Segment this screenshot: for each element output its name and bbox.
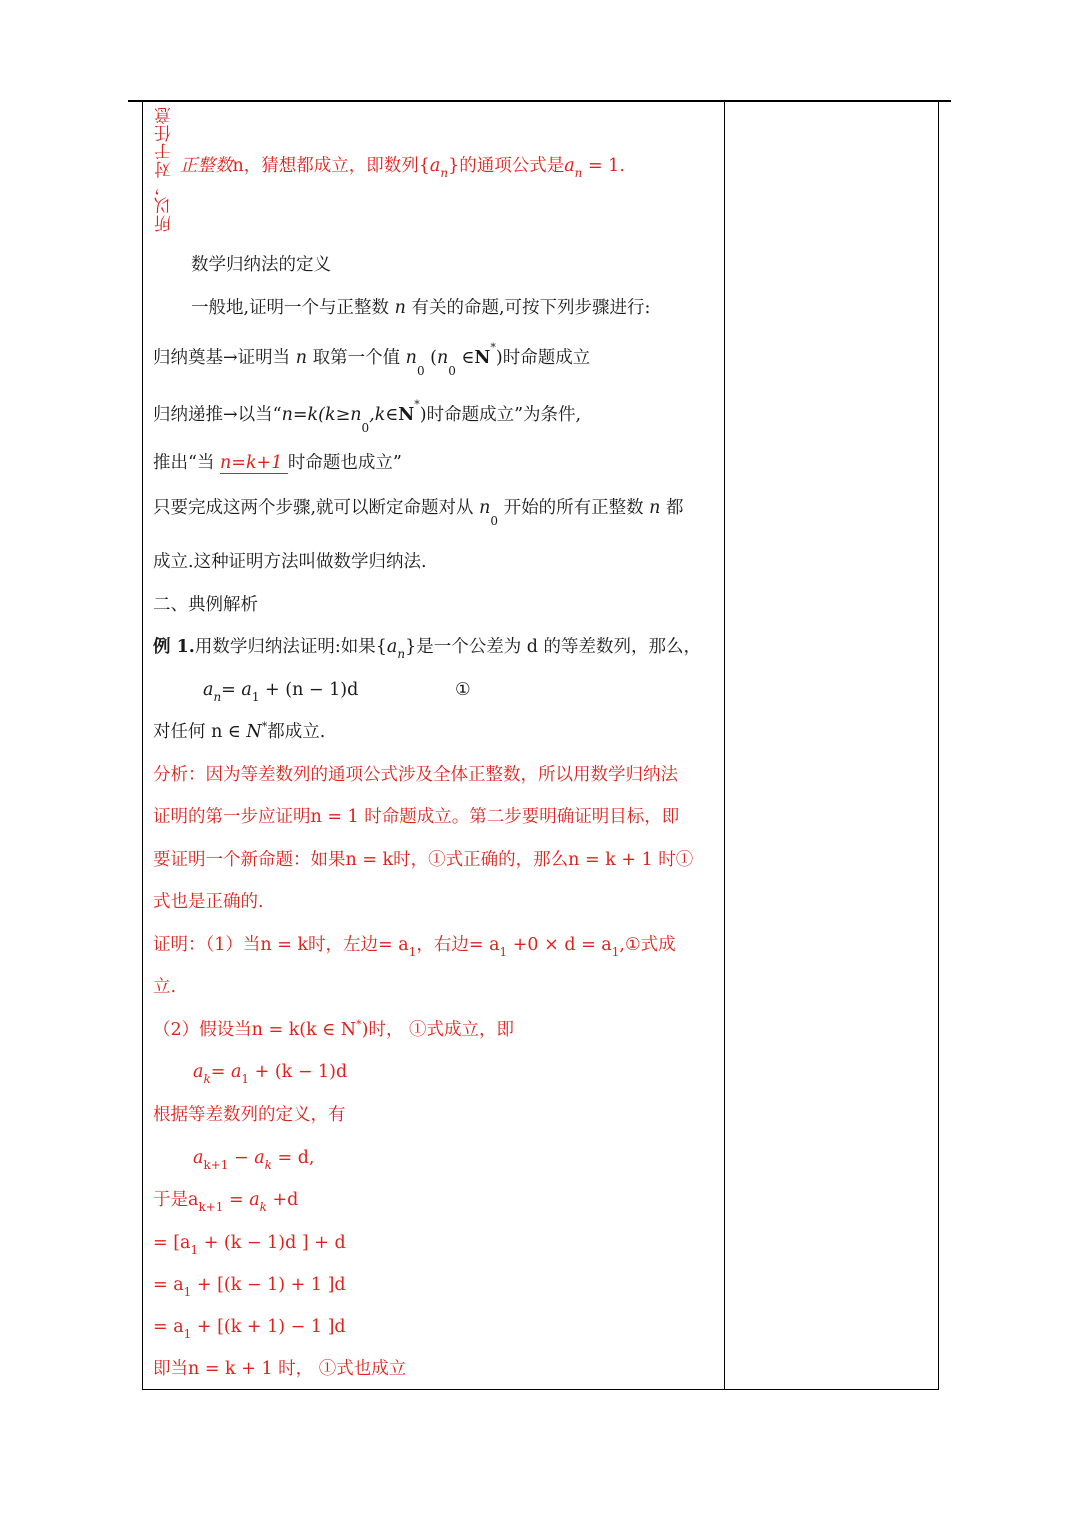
text-span: 于是a [153,1190,199,1210]
math-subscript: 1 [190,1243,199,1257]
text-span: ，右边= a [416,935,500,955]
section-heading-definition: 数学归纳法的定义 [191,255,331,275]
math-subscript: k [264,1158,272,1172]
math-expression: + (k − 1)d ] + d [198,1233,346,1253]
summary-line-1 [153,498,684,528]
math-superscript: * [490,341,496,354]
math-expression: n=k(k≥n [281,405,362,425]
math-subscript: n [213,690,222,704]
highlighted-expression: n=k+1 [220,453,288,473]
math-expression: +d [266,1190,299,1210]
text-span: ∈ [455,348,475,368]
side-note-vertical: 所以，对于任意 [155,106,175,232]
math-symbol: a [203,680,214,700]
math-symbol: n [436,348,449,368]
inductive-step-line [153,398,582,435]
math-subscript: k [259,1200,267,1214]
text-span: +0 × d = a [507,935,612,955]
math-superscript: * [356,1018,362,1031]
math-expression: + [(k − 1) + 1 ]d [191,1275,346,1295]
conclusion-line [180,156,625,180]
text-span: （2）假设当n = k(k ∈ N [153,1020,357,1040]
math-subscript: 1 [251,690,260,704]
math-symbol: n [295,348,308,368]
analysis-line-1: 分析：因为等差数列的通项公式涉及全体正整数，所以用数学归纳法 [153,765,678,785]
math-subscript: k+1 [198,1200,224,1214]
base-step-line [153,341,591,378]
proof-formula-ak [193,1062,348,1086]
proof-difference [193,1148,315,1172]
text-span: ,①式成 [619,935,676,955]
math-subscript: 1 [183,1327,192,1341]
text-span: 证明：（1）当n = k时，左边= a [153,935,409,955]
math-subscript: 1 [499,945,508,959]
math-symbol: n [394,298,406,318]
conclusion-text: = 1. [582,156,625,176]
math-expression: − a [228,1148,265,1168]
text-span: 开始的所有正整数 [498,498,650,518]
math-subscript: k [203,1072,211,1086]
text-span: }是一个公差为 d 的等差数列，那么， [405,637,702,657]
math-subscript: 1 [241,1072,250,1086]
math-subscript: n [574,166,583,180]
analysis-line-4: 式也是正确的. [153,892,264,912]
formula-1 [203,680,503,704]
text-span: 都 [660,498,684,518]
math-symbol: N [398,405,415,425]
math-symbol: a [193,1148,204,1168]
math-symbol: a [386,637,398,657]
proof-definition-note: 根据等差数列的定义，有 [153,1105,346,1125]
math-expression: + [(k + 1) − 1 ]d [191,1317,346,1337]
analysis-line-2: 证明的第一步应证明n = 1 时命题成立。第二步要明确证明目标，即 [153,807,680,827]
text-span: 对任何 n ∈ [153,722,247,742]
math-expression: ,k∈ [369,405,399,425]
math-symbol: n [479,498,491,518]
math-subscript: 1 [611,945,620,959]
text-span: 取第一个值 [307,348,406,368]
conclusion-text: }的通项公式是 [448,156,565,176]
text-span: 都成立. [267,722,326,742]
text-span: ( [424,348,437,368]
formula-condition [153,722,325,743]
proof-derivation-4 [153,1317,346,1341]
text-span: 推出“当 [153,453,221,473]
math-symbol: n [405,348,417,368]
text-span: )时， ①式成立，即 [361,1020,515,1040]
math-subscript: n [440,166,449,180]
math-expression: + (n − 1)d [259,680,359,700]
math-subscript: 1 [183,1285,192,1299]
math-symbol: N [474,348,491,368]
text-span: 用数学归纳法证明:如果{ [194,637,387,657]
math-subscript: 0 [361,421,370,435]
math-subscript: 0 [448,364,456,378]
text-span: 归纳递推→以当“ [153,405,282,425]
proof-derivation-2 [153,1233,346,1257]
table-column-divider [724,101,725,1390]
math-subscript: 1 [408,945,417,959]
text-span: 只要完成这两个步骤,就可以断定命题对从 [153,498,480,518]
text-span: )时命题成立 [495,348,591,368]
math-superscript: * [414,398,420,411]
math-symbol: a [429,156,441,176]
math-expression: = a [153,1275,184,1295]
text-span: 时命题也成立” [287,453,402,473]
proof-conclusion: 即当n = k + 1 时， ①式也成立 [153,1359,407,1379]
proof-step-2 [153,1020,514,1041]
proof-derivation-3 [153,1275,346,1299]
text-span: 有关的命题,可按下列步骤进行: [405,298,651,318]
math-subscript: 0 [490,514,499,528]
math-superscript: * [261,720,268,733]
math-subscript: k+1 [203,1158,229,1172]
math-expression: = a [210,1062,242,1082]
section-heading-examples: 二、典例解析 [153,595,258,615]
math-expression: = a [153,1317,184,1337]
math-symbol: n [649,498,661,518]
math-expression: = d, [271,1148,315,1168]
analysis-line-3: 要证明一个新命题：如果n = k时，①式正确的，那么n = k + 1 时① [153,850,694,870]
text-span: 一般地,证明一个与正整数 [191,298,395,318]
proof-derivation-1 [153,1190,299,1214]
example-1-statement [153,637,702,661]
math-symbol: a [193,1062,204,1082]
math-symbol: N [246,722,262,742]
conclusion-text: 正整数 [180,156,233,176]
math-expression: = [a [153,1233,191,1253]
example-label: 例 1. [153,637,195,657]
math-subscript: n [397,647,406,661]
math-expression: = a [223,1190,260,1210]
definition-intro [191,298,650,319]
formula-marker: ① [455,680,471,700]
summary-line-2: 成立.这种证明方法叫做数学归纳法. [153,552,427,572]
text-span: )时命题成立”为条件, [419,405,582,425]
proof-step-1-end: 立. [153,977,177,997]
math-expression: = a [221,680,252,700]
conclusion-text: n，猜想都成立，即数列{ [232,156,430,176]
math-symbol: a [564,156,575,176]
math-subscript: 0 [416,364,425,378]
inductive-conclusion-line [153,453,402,474]
math-expression: + (k − 1)d [249,1062,348,1082]
proof-step-1 [153,935,676,959]
text-span: 归纳奠基→证明当 [153,348,296,368]
